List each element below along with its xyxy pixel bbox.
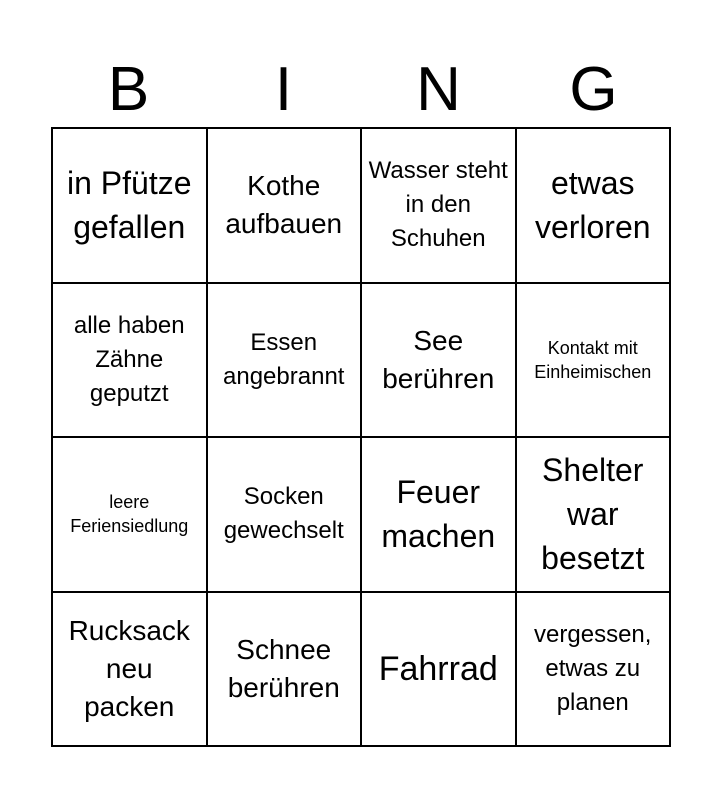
header-letter-n: N: [416, 55, 461, 124]
bingo-cell[interactable]: [53, 284, 208, 439]
bingo-cell-text: Kothe aufbauen: [225, 170, 343, 240]
bingo-cell-text: Feuer machen: [381, 474, 496, 555]
bingo-cell[interactable]: [517, 129, 672, 284]
bingo-cell[interactable]: [208, 284, 363, 439]
bingo-cell[interactable]: [53, 129, 208, 284]
bingo-cell-text: Rucksack neu packen: [68, 614, 190, 722]
bingo-cell-text: Socken gewechselt: [223, 483, 344, 545]
bingo-header: [51, 54, 671, 126]
header-letter-i: I: [274, 55, 293, 124]
header-letter-g: G: [569, 55, 618, 124]
bingo-cell[interactable]: [517, 593, 672, 748]
bingo-cell-text: leere Feriensiedlung: [70, 492, 189, 537]
bingo-cell-text: Shelter war besetzt: [541, 452, 645, 577]
bingo-cell-text: See berühren: [382, 324, 495, 394]
bingo-cell[interactable]: [53, 593, 208, 748]
bingo-cell[interactable]: [517, 284, 672, 439]
bingo-cell-text: alle haben Zähne geputzt: [73, 311, 185, 407]
bingo-cell-text: Fahrrad: [378, 649, 498, 688]
bingo-cell-text: Essen angebrannt: [223, 328, 345, 390]
bingo-cell[interactable]: [362, 438, 517, 593]
header-letter-b: B: [107, 55, 150, 124]
bingo-cell[interactable]: [362, 129, 517, 284]
bingo-cell[interactable]: [208, 129, 363, 284]
bingo-cell[interactable]: [362, 593, 517, 748]
bingo-cell-text: Wasser steht in den Schuhen: [368, 157, 508, 253]
bingo-cell[interactable]: [208, 593, 363, 748]
bingo-cell-text: Kontakt mit Einheimischen: [534, 337, 652, 382]
bingo-cell[interactable]: [53, 438, 208, 593]
bingo-cell-text: vergessen, etwas zu planen: [534, 620, 652, 716]
bingo-grid: [51, 127, 671, 747]
bingo-cell-text: etwas verloren: [534, 165, 651, 246]
bingo-cell[interactable]: [208, 438, 363, 593]
bingo-cell[interactable]: [517, 438, 672, 593]
bingo-cell-text: Schnee berühren: [227, 633, 340, 703]
bingo-cell-text: in Pfütze gefallen: [66, 165, 192, 246]
bingo-cell[interactable]: [362, 284, 517, 439]
